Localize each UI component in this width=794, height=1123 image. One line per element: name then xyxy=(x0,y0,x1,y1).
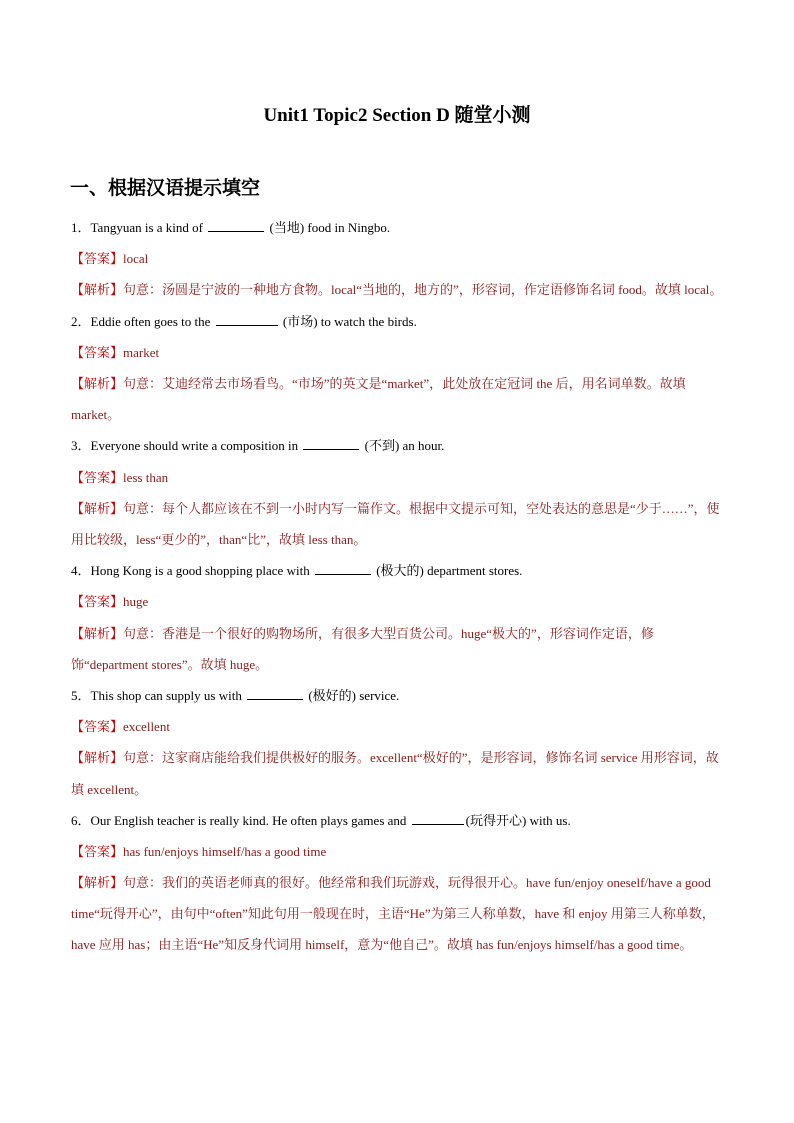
question-text: Our English teacher is really kind. He often plays games and xyxy=(90,812,407,828)
question-text: Hong Kong is a good shopping place with xyxy=(90,563,310,579)
answer-3 xyxy=(71,462,723,493)
explanation-label: 【解析】 xyxy=(71,875,124,891)
answer-text: excellent xyxy=(123,719,170,735)
answer-label: 【答案】 xyxy=(71,719,124,735)
answer-text: less than xyxy=(123,469,169,485)
answer-2 xyxy=(71,337,723,368)
explanation-text: 句意：艾迪经常去市场看鸟。“市场”的英文是“market”，此处放在定冠词 the 后，用名词单数。故填 market。 xyxy=(71,375,686,423)
explanation-3 xyxy=(71,493,723,555)
explanation-text: 句意：汤圆是宁波的一种地方食物。local“当地的，地方的”，形容词，作定语修饰名词 food。故填 local。 xyxy=(123,282,723,298)
question-3 xyxy=(71,430,723,461)
answer-text: market xyxy=(123,344,160,360)
question-6 xyxy=(71,805,723,836)
answer-5 xyxy=(71,711,723,742)
question-text: (当地) food in Ningbo. xyxy=(269,220,391,235)
explanation-text: 句意：这家商店能给我们提供极好的服务。excellent“极好的”，是形容词，修饰名词 service 用形容词，故填 excellent。 xyxy=(71,750,719,797)
explanation-label: 【解析】 xyxy=(71,500,124,516)
answer-6 xyxy=(71,836,723,867)
answer-blank xyxy=(315,560,371,575)
question-text: Tangyuan is a kind of xyxy=(90,220,203,235)
question-number: 1． xyxy=(71,220,91,235)
explanation-label: 【解析】 xyxy=(71,282,124,298)
explanation-text: 句意：我们的英语老师真的很好。他经常和我们玩游戏，玩得很开心。have fun/enjoy oneself/have a good time“玩得开心”，由句中“often”知此句用一般现在时，主语“He”为第三人称单数，have 和 enjoy 用第三人称单数，have 应用 has；由主语“He”知反身代词用 himself，意为“他自己”。故填 has fun/enjoys himself/has a good time。 xyxy=(71,875,715,953)
answer-text: local xyxy=(123,251,149,267)
question-text: (极大的) department stores. xyxy=(376,563,523,579)
answer-4 xyxy=(71,586,723,617)
answer-text: huge xyxy=(123,594,149,610)
explanation-4 xyxy=(71,618,723,680)
answer-blank xyxy=(247,685,303,700)
answer-label: 【答案】 xyxy=(71,469,124,485)
answer-label: 【答案】 xyxy=(71,344,124,360)
question-number: 3． xyxy=(71,438,91,454)
explanation-text: 句意：香港是一个很好的购物场所，有很多大型百货公司。huge“极大的”，形容词作定语，修饰“department stores”。故填 huge。 xyxy=(71,625,654,672)
question-1 xyxy=(71,212,723,243)
question-5 xyxy=(71,680,723,711)
explanation-text: 句意：每个人都应该在不到一小时内写一篇作文。根据中文提示可知，空处表达的意思是“少于……”，使用比较级，less“更少的”，than“比”，故填 less than。 xyxy=(71,500,720,547)
question-4 xyxy=(71,555,723,586)
explanation-2 xyxy=(71,368,723,430)
answer-label: 【答案】 xyxy=(71,251,124,267)
question-text: Everyone should write a composition in xyxy=(90,438,299,454)
question-text: (市场) to watch the birds. xyxy=(282,313,417,329)
question-text: (玩得开心) with us. xyxy=(465,812,571,828)
question-list xyxy=(71,212,723,961)
question-number: 4． xyxy=(71,563,91,579)
explanation-label: 【解析】 xyxy=(71,750,124,766)
answer-blank xyxy=(303,435,359,450)
answer-1 xyxy=(71,243,723,274)
answer-label: 【答案】 xyxy=(71,843,124,859)
answer-blank xyxy=(412,810,464,825)
explanation-6 xyxy=(71,867,723,961)
explanation-1 xyxy=(71,274,723,305)
question-number: 2． xyxy=(71,313,91,329)
answer-text: has fun/enjoys himself/has a good time xyxy=(123,843,327,859)
explanation-label: 【解析】 xyxy=(71,625,124,641)
answer-label: 【答案】 xyxy=(71,594,124,610)
explanation-5 xyxy=(71,742,723,804)
question-number: 5． xyxy=(71,687,91,703)
answer-blank xyxy=(208,217,264,232)
question-text: Eddie often goes to the xyxy=(90,313,211,329)
page-title: Unit1 Topic2 Section D 随堂小测 xyxy=(263,105,531,126)
question-text: This shop can supply us with xyxy=(90,687,242,703)
explanation-label: 【解析】 xyxy=(71,375,124,391)
question-2 xyxy=(71,306,723,337)
question-text: (不到) an hour. xyxy=(364,438,445,454)
question-text: (极好的) service. xyxy=(308,687,400,703)
section-heading: 一、根据汉语提示填空 xyxy=(70,177,261,199)
question-number: 6． xyxy=(71,812,91,828)
answer-blank xyxy=(216,311,278,326)
